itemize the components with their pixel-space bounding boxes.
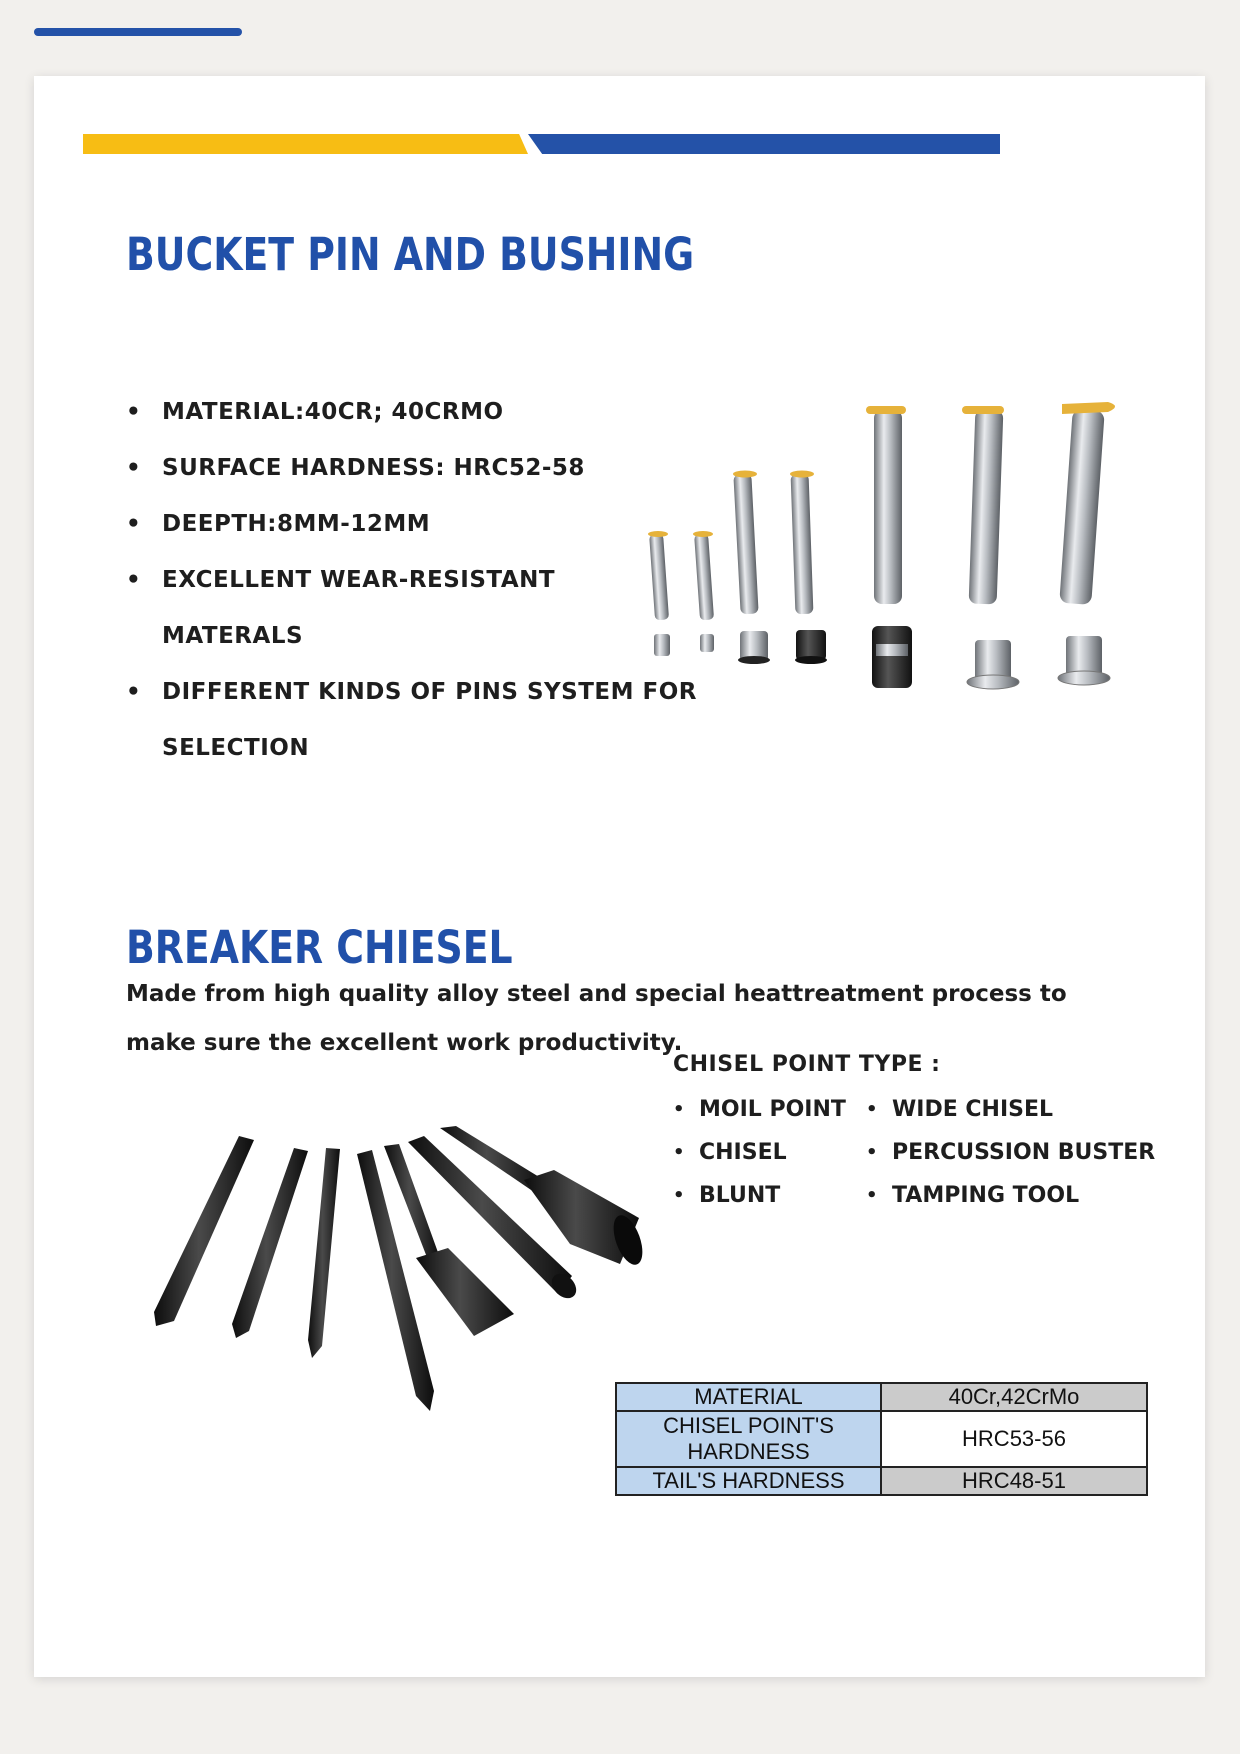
chisel-type-item — [673, 1088, 846, 1131]
bullet: • — [126, 511, 142, 537]
bullet: • — [126, 455, 142, 481]
table-row — [616, 1383, 1147, 1411]
bushing — [967, 640, 1019, 689]
chisel-type-item — [673, 1174, 846, 1217]
chisel-moil-point — [154, 1136, 254, 1326]
chisel-type-text: TAMPING TOOL — [892, 1183, 1080, 1208]
pin — [866, 406, 906, 604]
spec-text: EXCELLENT WEAR-RESISTANT MATERALS — [162, 567, 556, 649]
bullet: • — [866, 1099, 878, 1120]
chisel-long-point — [357, 1150, 434, 1411]
pin — [648, 531, 669, 620]
bushing — [700, 634, 714, 652]
pins-bushings-image — [600, 326, 1200, 696]
bullet: • — [866, 1185, 878, 1206]
bushing — [872, 626, 912, 688]
bushing — [795, 630, 827, 664]
chisel-intro-text: Made from high quality alloy steel and special heattreatment process to make sure the excellent work productivity. — [126, 981, 1067, 1056]
chisel-conical — [308, 1148, 340, 1358]
table-cell-label: TAIL'S HARDNESS — [616, 1467, 881, 1495]
spec-text: DIFFERENT KINDS OF PINS SYSTEM FOR SELECTION — [162, 679, 698, 761]
bushing — [738, 631, 770, 664]
bushing — [654, 634, 670, 656]
bullet: • — [126, 399, 142, 425]
chisel-type-text: CHISEL — [699, 1140, 787, 1165]
chisel-properties-table — [615, 1382, 1148, 1496]
bucket-pin-heading: BUCKET PIN AND BUSHING — [126, 228, 695, 281]
table-row — [616, 1411, 1147, 1467]
chisel-types-right — [866, 1088, 1155, 1217]
pin — [790, 471, 814, 615]
pin — [962, 406, 1004, 604]
spec-text: DEEPTH:8MM-12MM — [162, 511, 431, 537]
bullet: • — [126, 679, 142, 705]
chisel-type-item — [866, 1131, 1155, 1174]
chisel-moil-point — [232, 1148, 308, 1338]
breaker-chisel-heading: BREAKER CHIESEL — [126, 921, 513, 974]
chisel-types-left — [673, 1088, 846, 1217]
table-cell-label: MATERIAL — [616, 1383, 881, 1411]
header-stripe-yellow — [83, 134, 528, 154]
chisel-point-type-title: CHISEL POINT TYPE : — [673, 1052, 941, 1077]
table-cell-value: HRC53-56 — [881, 1411, 1147, 1467]
chisel-type-item — [866, 1174, 1155, 1217]
top-accent-bar — [34, 28, 242, 36]
chisel-type-item — [866, 1088, 1155, 1131]
table-row — [616, 1467, 1147, 1495]
bullet: • — [673, 1099, 685, 1120]
table-cell-value: HRC48-51 — [881, 1467, 1147, 1495]
table-cell-value: 40Cr,42CrMo — [881, 1383, 1147, 1411]
pin — [733, 471, 759, 615]
chisel-type-text: BLUNT — [699, 1183, 781, 1208]
chisel-type-text: WIDE CHISEL — [892, 1097, 1054, 1122]
table-cell-label: CHISEL POINT'S HARDNESS — [616, 1411, 881, 1467]
header-stripe-blue — [528, 134, 1000, 154]
chisel-type-text: PERCUSSION BUSTER — [892, 1140, 1156, 1165]
spec-text: MATERIAL:40CR; 40CRMO — [162, 399, 504, 425]
bullet: • — [673, 1185, 685, 1206]
bushing — [1058, 636, 1110, 685]
pin — [693, 531, 714, 620]
bullet: • — [673, 1142, 685, 1163]
catalog-page — [34, 76, 1205, 1677]
spec-item — [126, 552, 592, 664]
bullet: • — [866, 1142, 878, 1163]
pin — [1059, 402, 1115, 605]
breaker-chisels-image — [94, 1126, 684, 1556]
bullet: • — [126, 567, 142, 593]
chisel-type-item — [673, 1131, 846, 1174]
spec-text: SURFACE HARDNESS: HRC52-58 — [162, 455, 585, 481]
chisel-type-text: MOIL POINT — [699, 1097, 846, 1122]
